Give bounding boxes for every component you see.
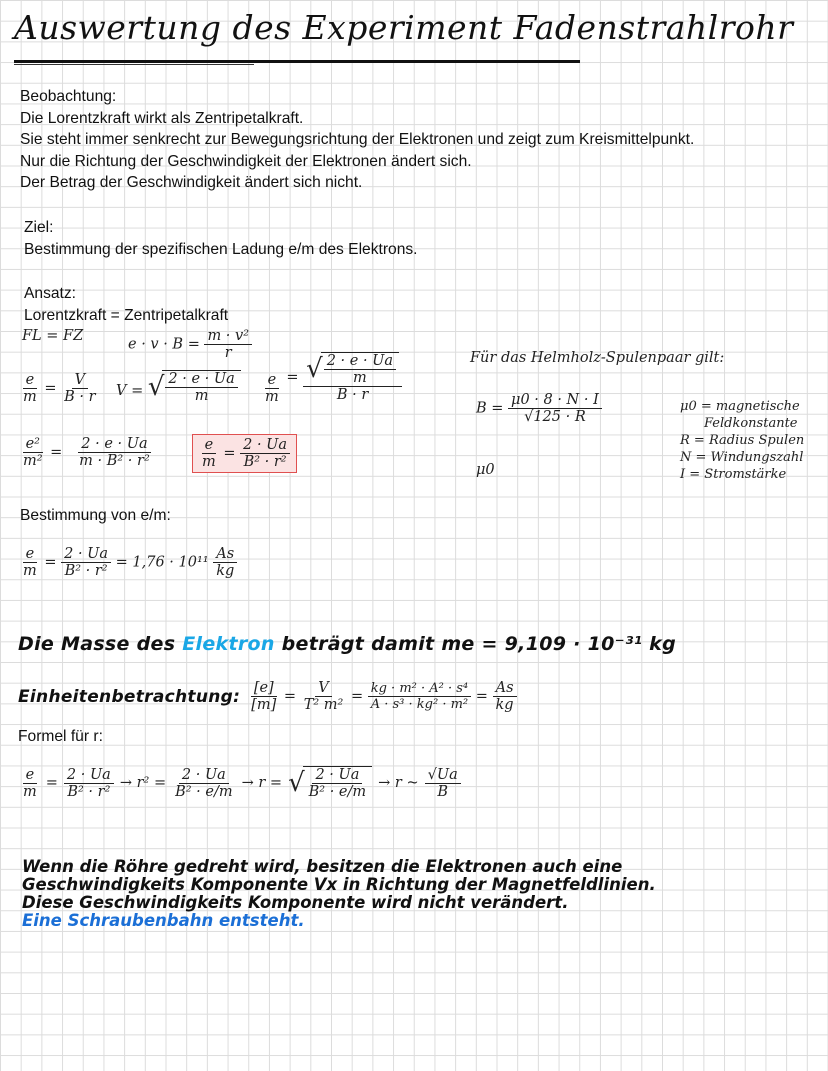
bestimmung-equation: $\frac{e}{m}$ = $\frac{2 \cdot Ua}{\text{B² · r²}}$ = 1,76 · 10¹¹ $\frac{As}{kg}$ [20, 546, 237, 579]
ziel-heading: Ziel: [24, 219, 54, 236]
ansatz-line: Lorentzkraft = Zentripetalkraft [24, 306, 229, 324]
masse-line: Die Masse des Elektron beträgt damit me = 9,109 · 10⁻³¹ kg [18, 633, 676, 655]
result-box: $\frac{e}{m}$ = $\frac{2 \cdot Ua}{\text{B² · r²}}$ [192, 434, 297, 473]
beobachtung-line-4: Der Betrag der Geschwindigkeit ändert sich nicht. [20, 174, 363, 191]
mu0-label: μ0 [476, 462, 495, 478]
helmholtz-formula: B = $\frac{\mu 0 \cdot 8 \cdot N \cdot I}{√125 \cdot R}$ [476, 392, 602, 425]
beobachtung-heading: Beobachtung: [20, 88, 117, 105]
legend-windungszahl: N = Windungszahl [680, 450, 804, 465]
einheiten-label: Einheitenbetrachtung: [18, 686, 241, 707]
beobachtung-line-2: Sie steht immer senkrecht zur Bewegungsrichtung der Elektronen und zeigt zum Kreismittelpunkt. [20, 131, 695, 148]
beobachtung-section [20, 86, 694, 194]
em-equals-sqrt-over-br: $\frac{e}{m}$ = √ $\frac{2 \cdot e \cdot Ua}{m}$ B · r [262, 350, 402, 405]
formel-r-heading: Formel für r: [18, 728, 103, 745]
elektron-word: Elektron [182, 633, 275, 655]
schluss-line-2: Geschwindigkeits Komponente Vx in Richtung der Magnetfeldlinien. [22, 875, 656, 894]
helmholtz-legend [680, 398, 804, 483]
ansatz-section [24, 283, 228, 326]
schluss-section [22, 858, 656, 930]
bestimmung-heading: Bestimmung von e/m: [20, 507, 171, 524]
schluss-line-3: Diese Geschwindigkeits Komponente wird nicht verändert. [22, 893, 569, 912]
title-underline-thin [14, 64, 254, 65]
ziel-line: Bestimmung der spezifischen Ladung e/m des Elektrons. [24, 240, 418, 258]
v-equals-sqrt: V = √ $\frac{2 \cdot e \cdot Ua}{m}$ [116, 370, 241, 404]
em-equals-v-br: $\frac{e}{m}$ = $\frac{V}{B \cdot r}$ [23, 372, 96, 405]
evb-text: e · v · B = [128, 336, 200, 353]
legend-feldkonstante: Feldkonstante [704, 416, 798, 431]
page-title: Auswertung des Experiment Fadenstrahlrohr [14, 8, 794, 47]
mv2-over-r: $\frac{\text{m · v²}}{r}$ [204, 328, 252, 361]
schluss-blue-line: Eine Schraubenbahn entsteht. [22, 911, 305, 930]
e2m2-equation: $\frac{\text{e²}}{\text{m²}}$ = $\frac{2 \cdot e \cdot Ua}{\text{m · B² · r²}}$ [23, 436, 150, 469]
title-underline [14, 60, 580, 63]
ansatz-heading: Ansatz: [24, 285, 77, 302]
beobachtung-line-1: Die Lorentzkraft wirkt als Zentripetalkraft. [20, 109, 304, 127]
beobachtung-line-3: Nur die Richtung der Geschwindigkeit der Elektronen ändert sich. [20, 152, 472, 170]
legend-mu0: μ0 = magnetische [680, 399, 800, 414]
schluss-line-1: Wenn die Röhre gedreht wird, besitzen die Elektronen auch eine [22, 857, 623, 876]
helmholtz-heading: Für das Helmholz-Spulenpaar gilt: [470, 350, 725, 366]
ziel-section [24, 217, 418, 260]
einheiten-line: Einheitenbetrachtung: $\frac{[e]}{[m]}$ = $\frac{V}{\text{T² m²}}$ = $\frac{\text{kg · m² · A² · s⁴}}{\text{A · s³ · kg² · m²}}$ = $\frac{As}{kg}$ [18, 680, 517, 713]
lorentz-equation [128, 328, 252, 361]
formel-r-derivation: $\frac{e}{m}$ = $\frac{2 \cdot Ua}{\text{B² · r²}}$ → r² = $\frac{2 \cdot Ua}{\text{B² · e/m}}$ → r = √ $\frac{2 \cdot Ua}{\text{B² · e/m}}$ → r ~ $\frac{√Ua}{B}$ [20, 766, 461, 800]
legend-radius: R = Radius Spulen [680, 433, 805, 448]
fl-equals-fz: FL = FZ [22, 328, 84, 344]
legend-stromstaerke: I = Stromstärke [680, 467, 787, 482]
